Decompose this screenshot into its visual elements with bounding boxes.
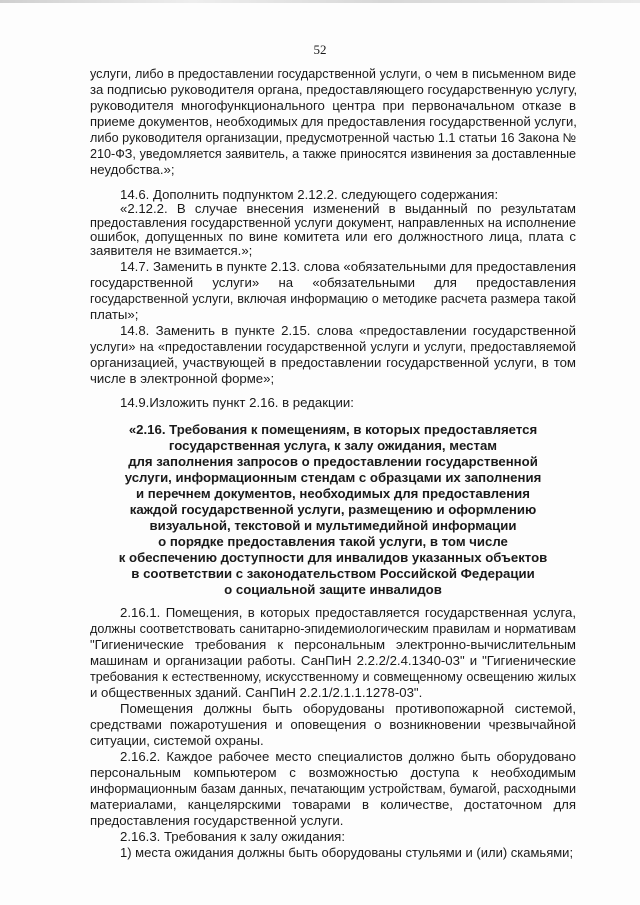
paragraph-premises: Помещения должны быть оборудованы противопожарной системой, — [120, 701, 576, 716]
paragraph-2-16-1: 2.16.1. Помещения, в которых предоставляется государственная услуга, — [120, 605, 576, 620]
text-line: организацией, участвующей в предоставлении государственной услуги, в том — [90, 355, 576, 370]
paragraph-14-6: 14.6. Дополнить подпунктом 2.12.2. следующего содержания: — [120, 187, 499, 202]
text-line: государственной услуги» на «обязательными для предоставления — [90, 275, 576, 290]
text-line: неудобства.»; — [90, 162, 175, 177]
text-line: 210-ФЗ, уведомляется заявитель, а также приносятся извинения за доставленные — [90, 147, 576, 161]
section-heading-line: каждой государственной услуги, размещению и оформлению — [129, 502, 537, 517]
paragraph-14-8: 14.8. Заменить в пункте 2.15. слова «предоставлении государственной — [120, 323, 576, 338]
text-line: средствами пожаротушения и оповещения о возникновении чрезвычайной — [90, 717, 576, 732]
section-heading-line: «2.16. Требования к помещениям, в которых предоставляется — [128, 422, 538, 437]
text-line: «2.12.2. В случае внесения изменений в выданный по результатам — [120, 201, 576, 216]
text-line: "Гигиенические требования к персональным электронно-вычислительным — [90, 637, 576, 652]
section-heading-line: о порядке предоставления такой услуги, в том числе — [158, 534, 508, 549]
text-line: либо руководителя организации, предусмотренной частью 1.1 статьи 16 Закона № — [90, 131, 577, 145]
text-line: информационным базам данных, печатающим устройствам, бумагой, расходными — [90, 782, 576, 796]
paragraph-14-7: 14.7. Заменить в пункте 2.13. слова «обязательными для предоставления — [120, 259, 576, 274]
text-line: услуги, либо в предоставлении государственной услуги, о чем в письменном виде — [90, 67, 576, 81]
text-line: ситуации, системой охраны. — [90, 733, 264, 748]
text-line: приеме документов, необходимых для предоставления государственной услуги, — [90, 114, 577, 129]
text-line: машинам и организации работы. СанПиН 2.2.2/2.4.1340-03" и "Гигиенические — [90, 653, 576, 668]
text-line: услуги» на «предоставлении государственной услуги и услуги, предоставляемой — [90, 339, 576, 354]
paragraph-2-16-2: 2.16.2. Каждое рабочее место специалистов должно быть оборудовано — [120, 749, 576, 764]
text-line: предоставления государственной услуги документ, направленных на исполнение — [90, 215, 576, 230]
scan-edge — [0, 0, 640, 3]
section-heading-line: государственная услуга, к залу ожидания, местам — [168, 438, 498, 453]
text-line: за подписью руководителя органа, предоставляющего государственную услугу, — [90, 82, 578, 97]
text-line: заявителя не взимается.»; — [90, 243, 253, 258]
section-heading-line: для заполнения запросов о предоставлении государственной — [128, 454, 538, 469]
paragraph-2-16-3: 2.16.3. Требования к залу ожидания: — [120, 829, 345, 844]
text-line: требования к естественному, искусственному и совмещенному освещению жилых — [90, 670, 576, 684]
text-line: руководителя многофункционального центра при первоначальном отказе в — [90, 98, 576, 113]
list-item: 1) места ожидания должны быть оборудованы стульями и (или) скамьями; — [120, 845, 574, 860]
section-heading-line: визуальной, текстовой и мультимедийной информации — [149, 518, 517, 533]
text-line: платы»; — [90, 307, 139, 322]
page-number: 52 — [313, 42, 327, 57]
paragraph-14-9: 14.9.Изложить пункт 2.16. в редакции: — [120, 395, 354, 410]
text-line: материалами, канцелярскими товарами в количестве, достаточном для — [90, 797, 576, 812]
section-heading-line: в соответствии с законодательством Российской Федерации — [131, 566, 535, 581]
text-line: должны соответствовать санитарно-эпидемиологическим правилам и нормативам — [90, 622, 576, 636]
text-line: числе в электронной форме»; — [90, 371, 275, 386]
section-heading-line: о социальной защите инвалидов — [224, 582, 442, 597]
text-line: и общественных зданий. СанПиН 2.2.1/2.1.1.1278-03". — [90, 685, 423, 700]
text-line: ошибок, допущенных по вине комитета или его должностного лица, плата с — [90, 229, 576, 244]
section-heading-line: и перечнем документов, необходимых для предоставления — [136, 486, 530, 501]
text-line: государственной услуги, включая информацию о методике расчета размера такой — [90, 292, 576, 306]
text-line: предоставления государственной услуги. — [90, 813, 344, 828]
text-line: персональным компьютером с возможностью доступа к необходимым — [90, 765, 576, 780]
section-heading-line: к обеспечению доступности для инвалидов указанных объектов — [118, 550, 548, 565]
section-heading-line: услуги, информационным стендам с образцами их заполнения — [124, 470, 542, 485]
